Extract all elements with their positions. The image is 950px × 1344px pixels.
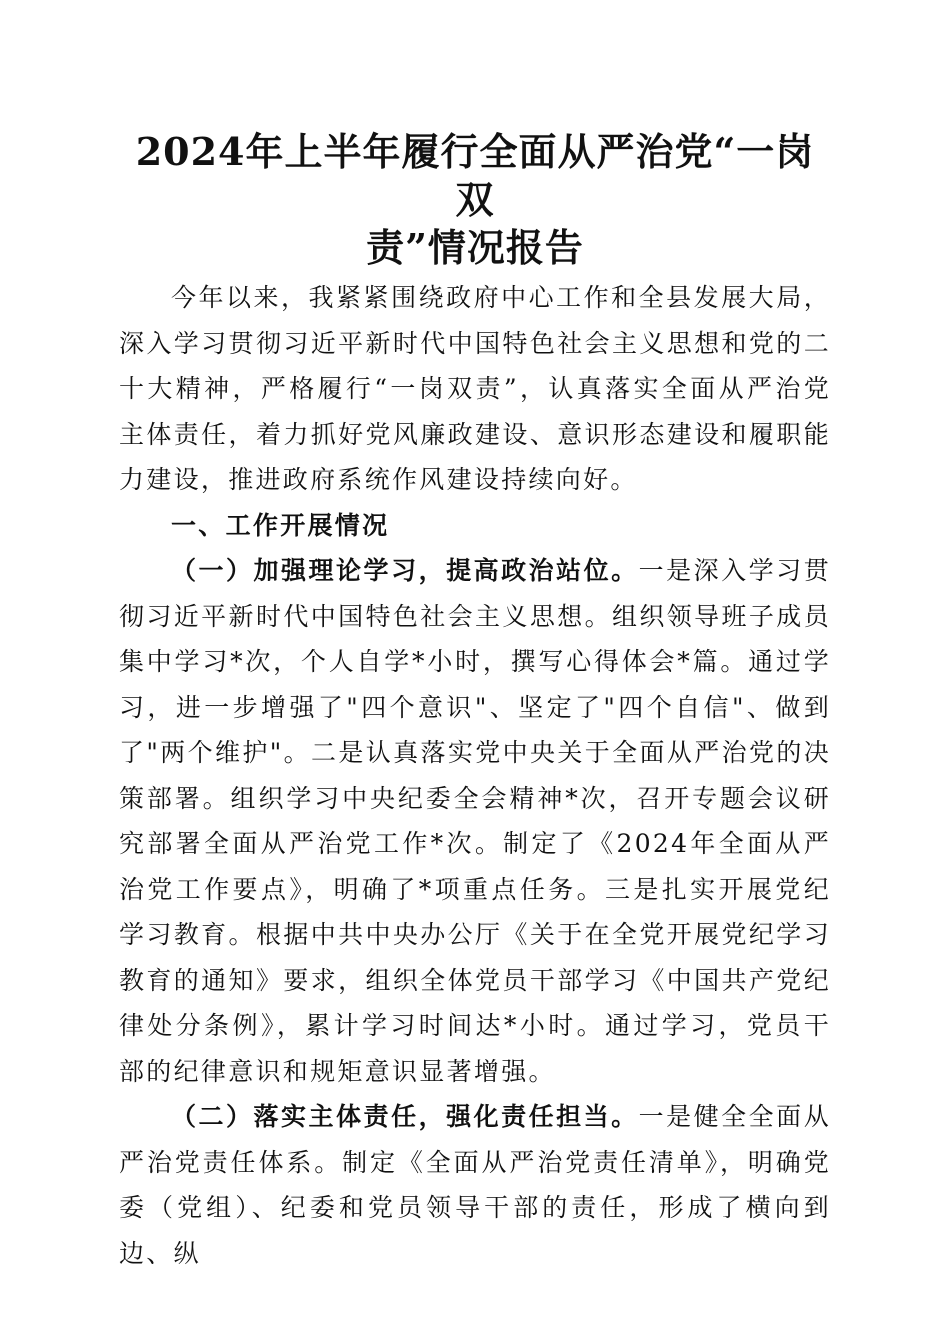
title-line-1: 2024年上半年履行全面从严治党“一岗双 — [135, 129, 815, 222]
title-line-2: 责”情况报告 — [366, 225, 584, 270]
document-body — [119, 275, 831, 1276]
section-heading-1: 一、工作开展情况 — [171, 510, 390, 540]
subsection-1-lead: （一）加强理论学习，提高政治站位。 — [171, 556, 639, 585]
subsection-2-body: 一是健全全面从严治党责任体系。制定《全面从严治党责任清单》，明确党委（党组）、纪委和党员领导干部的责任，形成了横向到边、纵 — [119, 1102, 831, 1268]
subsection-2-paragraph — [119, 1094, 831, 1276]
subsection-2-lead: （二）落实主体责任，强化责任担当。 — [171, 1102, 639, 1131]
subsection-1-paragraph — [119, 548, 831, 1094]
intro-paragraph: 今年以来，我紧紧围绕政府中心工作和全县发展大局，深入学习贯彻习近平新时代中国特色社会主义思想和党的二十大精神，严格履行“一岗双责”，认真落实全面从严治党主体责任，着力抓好党风廉政建设、意识形态建设和履职能力建设，推进政府系统作风建设持续向好。 — [119, 283, 831, 494]
document-title — [120, 128, 830, 272]
subsection-1-body: 一是深入学习贯彻习近平新时代中国特色社会主义思想。组织领导班子成员集中学习*次，个人自学*小时，撰写心得体会*篇。通过学习，进一步增强了"四个意识"、坚定了"四个自信"、做到了"两个维护"。二是认真落实党中央关于全面从严治党的决策部署。组织学习中央纪委全会精神*次，召开专题会议研究部署全面从严治党工作*次。制定了《2024年全面从严治党工作要点》，明确了*项重点任务。三是扎实开展党纪学习教育。根据中共中央办公厅《关于在全党开展党纪学习教育的通知》要求，组织全体党员干部学习《中国共产党纪律处分条例》，累计学习时间达*小时。通过学习，党员干部的纪律意识和规矩意识显著增强。 — [119, 556, 831, 1086]
